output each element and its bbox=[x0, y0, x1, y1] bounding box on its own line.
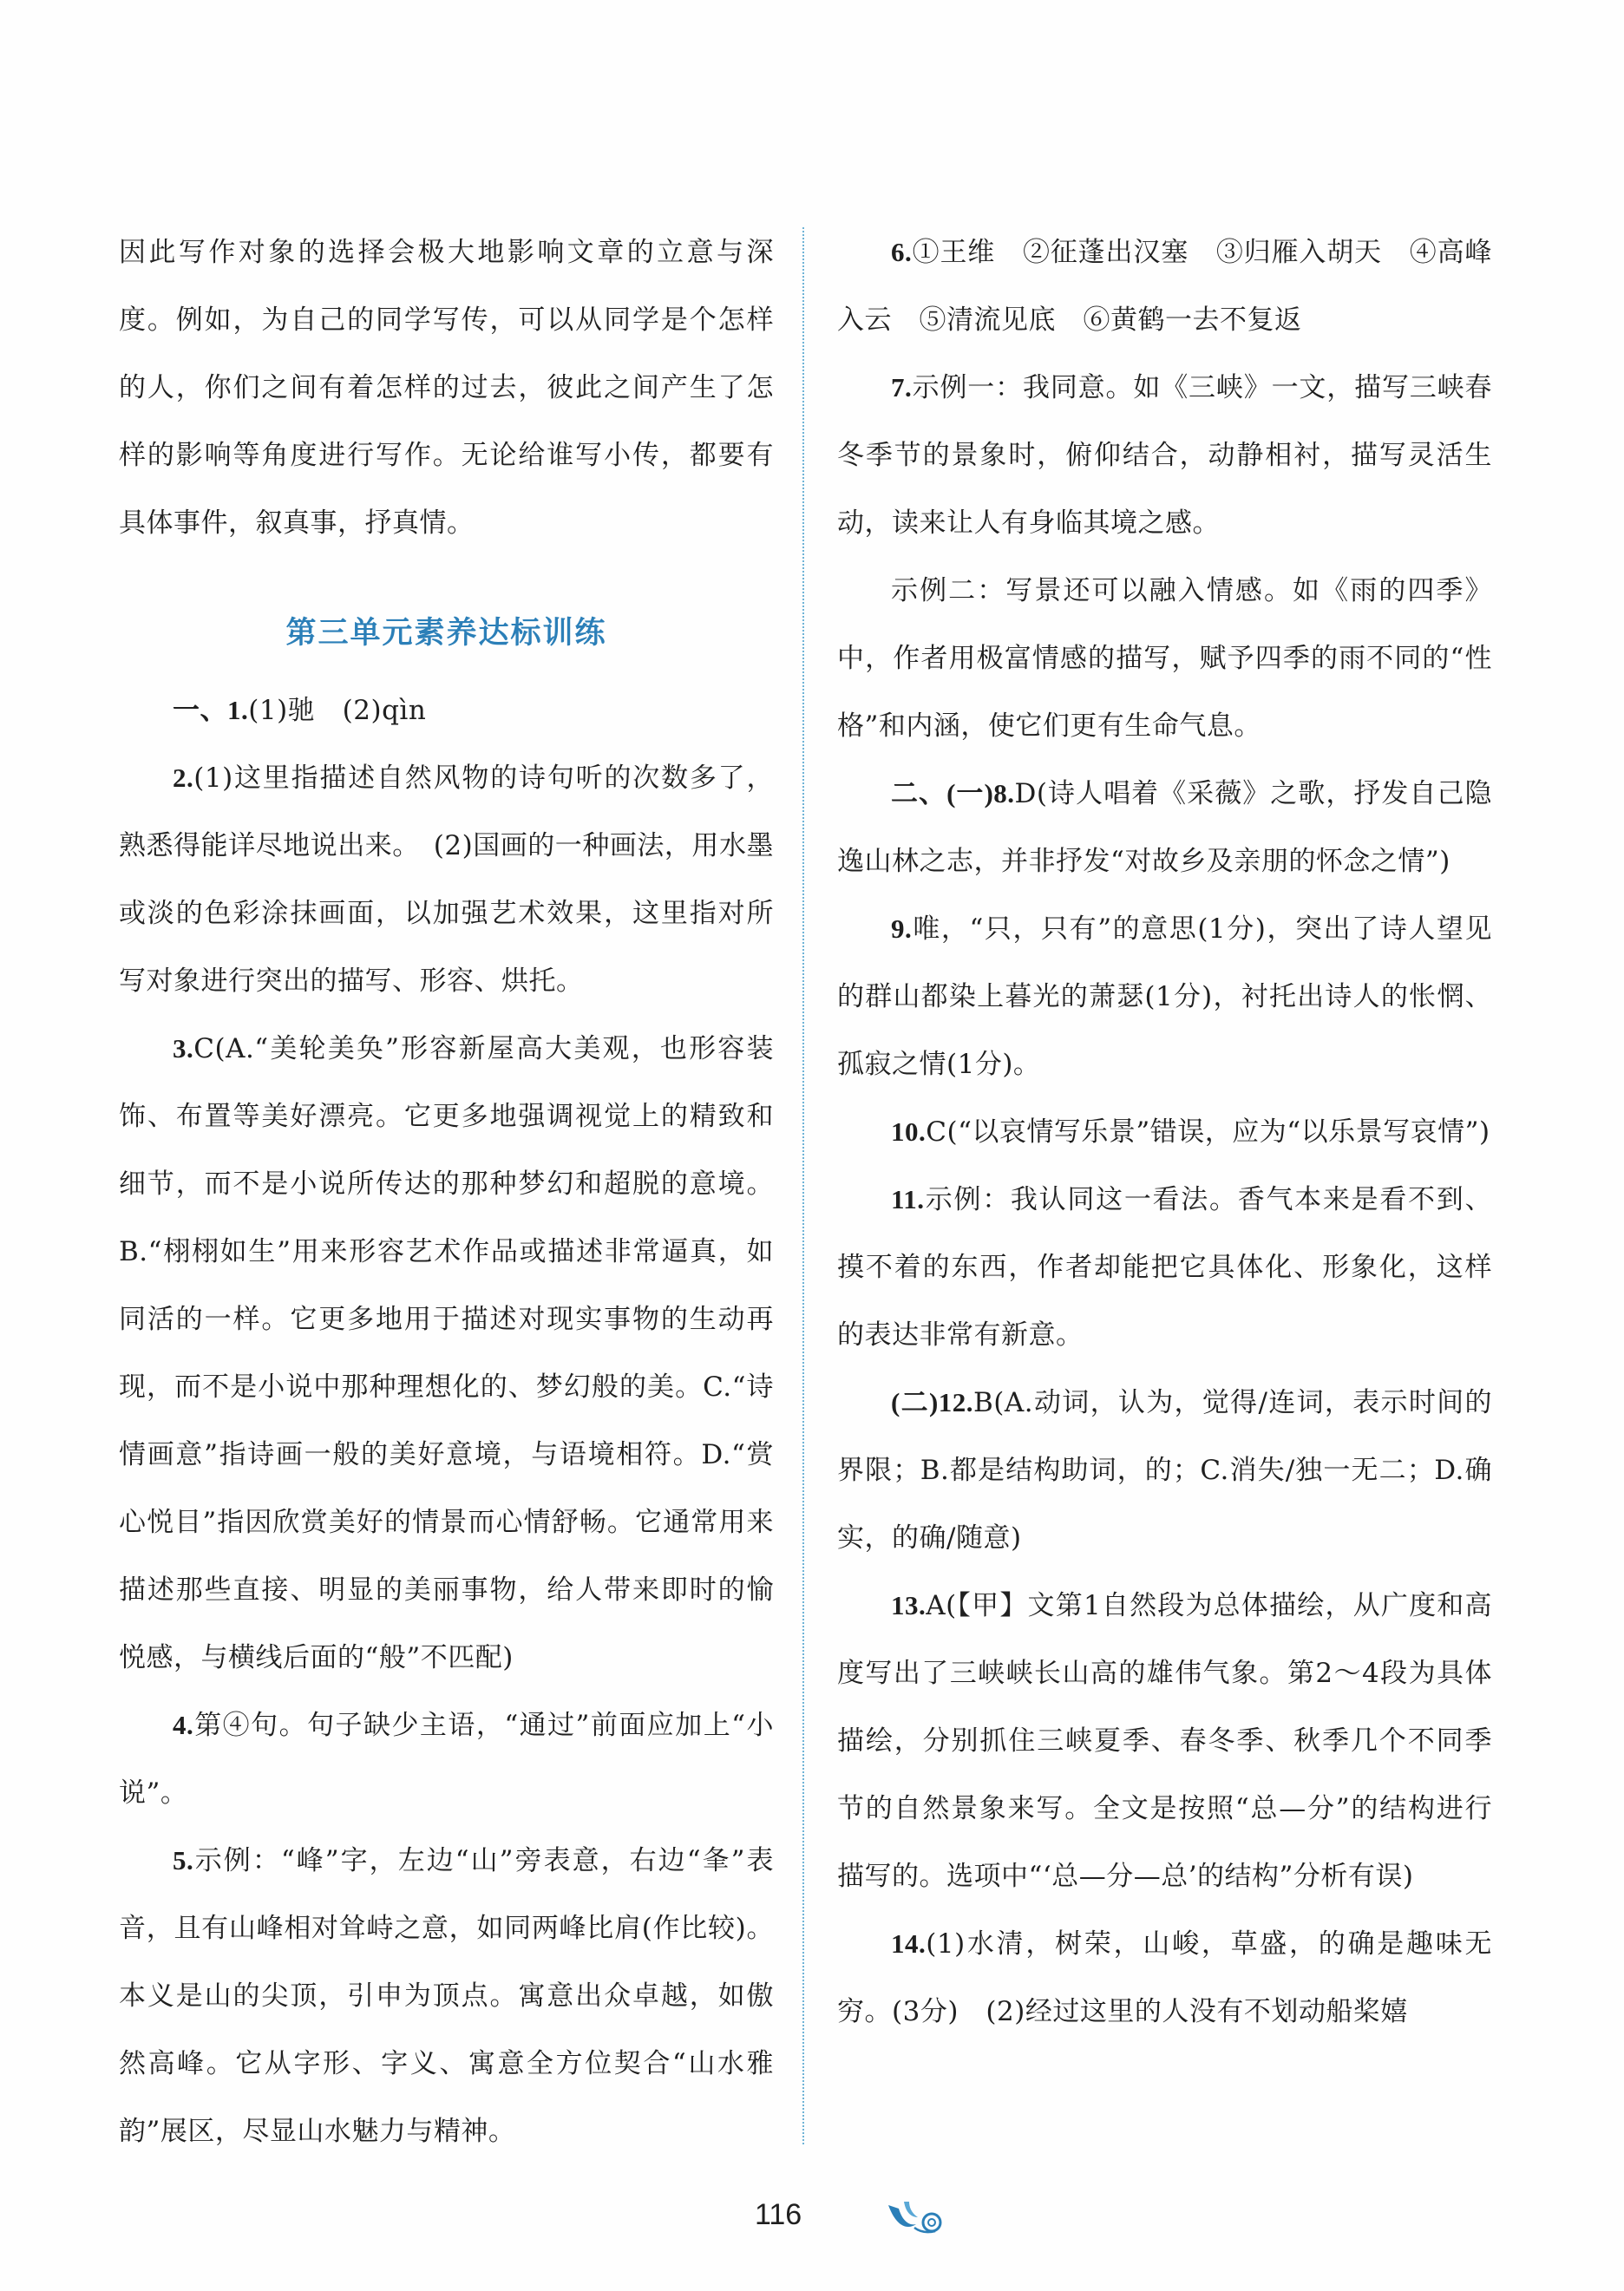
right-column bbox=[837, 219, 1492, 2046]
left-column bbox=[119, 219, 774, 2165]
answer-6-number: 6. bbox=[891, 237, 913, 267]
answer-10-number: 10. bbox=[891, 1116, 927, 1147]
answer-7-number: 7. bbox=[891, 372, 913, 403]
answer-2 bbox=[119, 744, 774, 1015]
answer-5-text: 示例：“峰”字，左边“山”旁表意，右边“夆”表音，且有山峰相对耸峙之意，如同两峰比肩(作比较)。本义是山的尖顶，引申为顶点。寓意出众卓越，如傲然高峰。它从字形、字义、寓意全方位契合“山水雅韵”展区，尽显山水魅力与精神。 bbox=[119, 1845, 774, 2147]
answer-5 bbox=[119, 1827, 774, 2165]
section-title: 第三单元素养达标训练 bbox=[285, 615, 607, 651]
answer-13-number: 13. bbox=[891, 1590, 927, 1620]
answer-13 bbox=[837, 1572, 1492, 1910]
answer-11-text: 示例：我认同这一看法。香气本来是看不到、摸不着的东西，作者却能把它具体化、形象化，这样的表达非常有新意。 bbox=[837, 1184, 1492, 1351]
answer-6 bbox=[837, 219, 1492, 354]
answer-1-number: 一、1. bbox=[173, 695, 249, 725]
answer-7 bbox=[837, 354, 1492, 557]
column-divider bbox=[802, 227, 804, 2144]
answer-14-number: 14. bbox=[891, 1928, 927, 1959]
answer-7-text: 示例一：我同意。如《三峡》一文，描写三峡春冬季节的景象时，俯仰结合，动静相衬，描写灵活生动，读来让人有身临其境之感。 bbox=[837, 372, 1492, 539]
answer-3-number: 3. bbox=[173, 1033, 194, 1064]
answer-1-text: (1)驰 (2)qìn bbox=[248, 695, 427, 726]
answer-5-number: 5. bbox=[173, 1845, 194, 1875]
answer-9-number: 9. bbox=[891, 913, 913, 944]
answer-10 bbox=[837, 1098, 1492, 1166]
answer-13-text: A(【甲】文第1自然段为总体描绘，从广度和高度写出了三峡峡长山高的雄伟气象。第2～4段为具体描绘，分别抓住三峡夏季、春冬季、秋季几个不同季节的自然景象来写。全文是按照“总—分”的结构进行描写的。选项中“‘总—分—总’的结构”分析有误) bbox=[837, 1590, 1492, 1892]
answer-9 bbox=[837, 895, 1492, 1098]
answer-2-text: (1)这里指描述自然风物的诗句听的次数多了，熟悉得能详尽地说出来。 (2)国画的一种画法，用水墨或淡的色彩涂抹画面，以加强艺术效果，这里指对所写对象进行突出的描写、形容、烘托。 bbox=[119, 763, 774, 997]
answer-12 bbox=[837, 1369, 1492, 1572]
answer-4-number: 4. bbox=[173, 1710, 194, 1740]
answer-14 bbox=[837, 1910, 1492, 2046]
answer-1 bbox=[119, 677, 774, 744]
answer-11 bbox=[837, 1166, 1492, 1369]
continuation-paragraph: 因此写作对象的选择会极大地影响文章的立意与深度。例如，为自己的同学写传，可以从同学是个怎样的人，你们之间有着怎样的过去，彼此之间产生了怎样的影响等角度进行写作。无论给谁写小传，都要有具体事件，叙真事，抒真情。 bbox=[119, 237, 774, 539]
answer-8 bbox=[837, 760, 1492, 895]
wave-logo-icon bbox=[883, 2198, 953, 2236]
answer-3-text: C(A.“美轮美奂”形容新屋高大美观，也形容装饰、布置等美好漂亮。它更多地强调视觉上的精致和细节，而不是小说所传达的那种梦幻和超脱的意境。B.“栩栩如生”用来形容艺术作品或描述非常逼真，如同活的一样。它更多地用于描述对现实事物的生动再现，而不是小说中那种理想化的、梦幻般的美。C.“诗情画意”指诗画一般的美好意境，与语境相符。D.“赏心悦目”指因欣赏美好的情景而心情舒畅。它通常用来描述那些直接、明显的美丽事物，给人带来即时的愉悦感，与横线后面的“般”不匹配) bbox=[119, 1033, 774, 1673]
answer-6-text: ①王维 ②征蓬出汉塞 ③归雁入胡天 ④高峰入云 ⑤清流见底 ⑥黄鹤一去不复返 bbox=[837, 237, 1492, 336]
answer-2-number: 2. bbox=[173, 763, 194, 793]
answer-7-example-2: 示例二：写景还可以融入情感。如《雨的四季》中，作者用极富情感的描写，赋予四季的雨不同的“性格”和内涵，使它们更有生命气息。 bbox=[837, 575, 1492, 742]
answer-4-text: 第④句。句子缺少主语，“通过”前面应加上“小说”。 bbox=[119, 1710, 774, 1809]
answer-8-text: D(诗人唱着《采薇》之歌，抒发自己隐逸山林之志，并非抒发“对故乡及亲朋的怀念之情”) bbox=[837, 778, 1492, 877]
answer-8-number: 二、(一)8. bbox=[891, 778, 1015, 808]
answer-11-number: 11. bbox=[891, 1184, 925, 1214]
page-footer bbox=[0, 2195, 1624, 2247]
answer-4 bbox=[119, 1692, 774, 1827]
answer-12-text: B(A.动词，认为，觉得/连词，表示时间的界限；B.都是结构助词，的；C.消失/独一无二；D.确实，的确/随意) bbox=[837, 1387, 1492, 1554]
answer-14-text: (1)水清，树荣，山峻，草盛，的确是趣味无穷。(3分) (2)经过这里的人没有不划动船桨嬉 bbox=[837, 1928, 1492, 2027]
page-number: 116 bbox=[755, 2198, 802, 2231]
answer-12-number: (二)12. bbox=[891, 1387, 974, 1417]
answer-3 bbox=[119, 1015, 774, 1692]
answer-10-text: C(“以哀情写乐景”错误，应为“以乐景写哀情”) bbox=[926, 1116, 1490, 1148]
answer-9-text: 唯，“只，只有”的意思(1分)，突出了诗人望见的群山都染上暮光的萧瑟(1分)，衬托出诗人的怅惘、孤寂之情(1分)。 bbox=[837, 913, 1492, 1080]
